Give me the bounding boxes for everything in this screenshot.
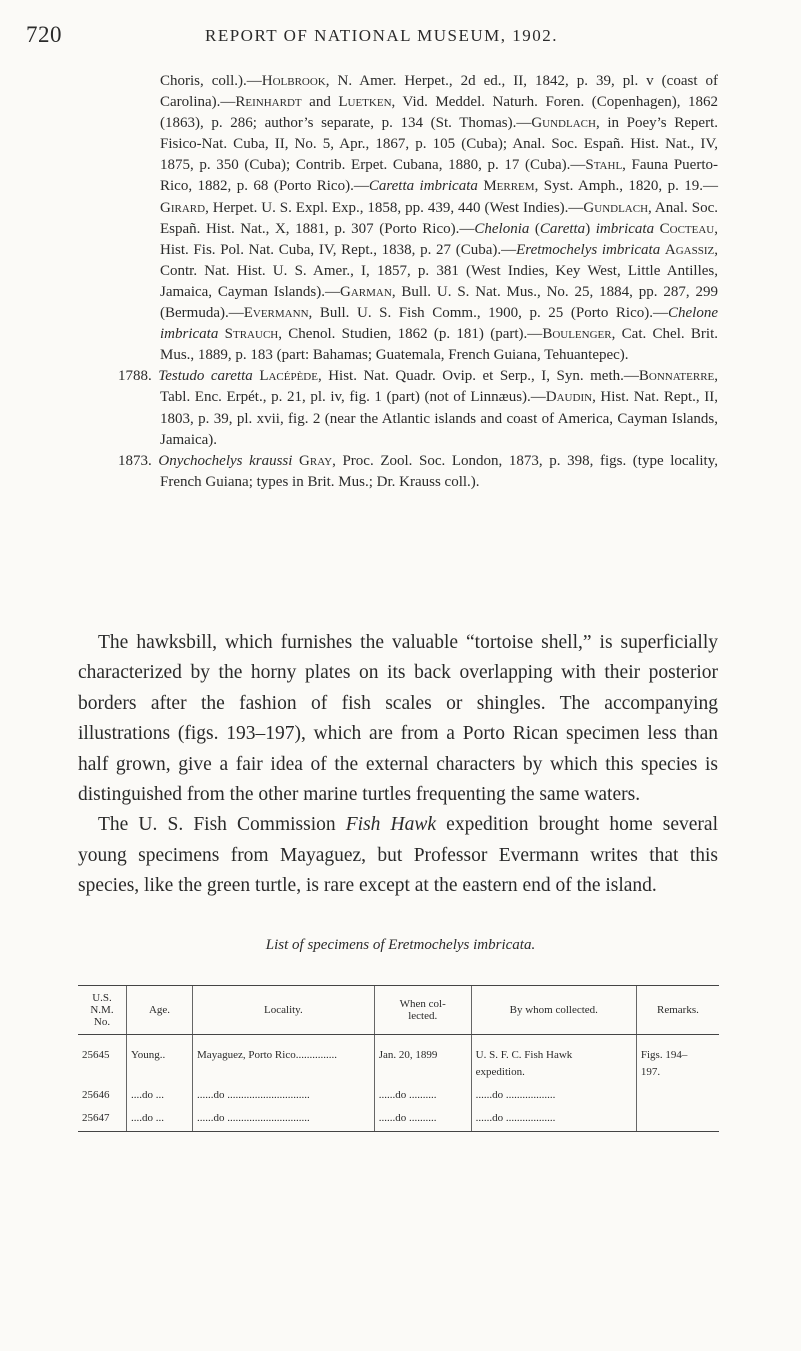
table-cell: ......do ..............................	[193, 1107, 375, 1132]
text-run: )	[585, 220, 596, 237]
italic-text: Fish Hawk	[345, 814, 437, 836]
text-run: , Herpet. U. S. Expl. Exp., 1858, pp. 439, 440 (West Indies).—	[205, 199, 584, 216]
table-cell: U. S. F. C. Fish Hawk expedition.	[471, 1035, 636, 1085]
author-name: Daudin	[545, 389, 593, 406]
author-name: Evermann	[243, 305, 309, 322]
text-run: , Contr. Nat. Hist. U. S. Amer., I, 1857, p. 381 (West Indies, Key West, Little Antilles, Jamaica, Cayman Islands).—	[160, 241, 718, 300]
author-name: Gray	[299, 452, 333, 469]
table-cell: ....do ...	[126, 1084, 192, 1107]
author-name: Strauch	[224, 326, 279, 343]
italic-text: Caretta	[539, 220, 586, 237]
text-run: , Syst. Amph., 1820, p. 19.—	[534, 178, 719, 195]
text-run: 1873.	[118, 452, 159, 469]
text-run: , Vid. Meddel. Naturh. Foren. (Copenhagen), 1862 (1863), p. 286; author’s separate, p. 134 (St. Thomas).—	[160, 94, 718, 132]
text-run: The U. S. Fish Commission	[98, 814, 346, 836]
running-head: REPORT OF NATIONAL MUSEUM, 1902.	[205, 26, 559, 45]
table-cell	[636, 1107, 719, 1132]
table-row	[78, 1084, 719, 1107]
table-cell: ......do ..................	[471, 1107, 636, 1132]
text-run: , Bull. U. S. Nat. Mus., No. 25, 1884, pp. 287, 299 (Bermuda).—	[160, 283, 718, 322]
column-header: Age.	[126, 986, 192, 1035]
column-header: By whom collected.	[471, 986, 636, 1035]
table-cell: 25645	[82, 1049, 110, 1061]
table-cell: Jan. 20, 1899	[374, 1035, 471, 1085]
author-name: Luetken	[338, 94, 392, 111]
author-name: Agassiz	[664, 241, 715, 258]
text-run: expedition brought home several young specimens from Mayaguez, but Professor Evermann writes that this species, like the green turtle, is rare except at the eastern end of the island.	[78, 814, 719, 897]
author-name: Reinhardt	[235, 94, 302, 111]
text-run: The hawksbill, which furnishes the valuable “tortoise shell,” is superficially characterized by the horny plates on its back overlapping with their posterior borders after the fashion of fish scales or shingles. The accompanying illustrations (figs. 193–197), which are from a Porto Rican specimen less than half grown, give a fair idea of the external characters by which this species is distinguished from the other marine turtles frequenting the same waters.	[78, 632, 718, 806]
column-header: When col- lected.	[374, 986, 471, 1035]
author-name: Stahl	[585, 157, 623, 174]
text-run: , Tabl. Enc. Erpét., p. 21, pl. iv, fig. 1 (part) (not of Linnæus).—	[160, 368, 719, 406]
list-caption: List of specimens of Eretmochelys imbricata.	[265, 937, 536, 953]
table-cell: ......do ..........	[374, 1107, 471, 1132]
text-run: , in Poey’s Repert. Fisico-Nat. Cuba, II, No. 5, Apr., 1867, p. 105 (Cuba); Anal. Soc. Españ. Hist. Nat., IV, 1875, p. 350 (Cuba); Contrib. Erpet. Cubana, 1880, p. 17 (Cuba).—	[160, 115, 719, 174]
italic-text: Testudo caretta	[158, 368, 253, 385]
author-name: Merrem	[483, 178, 535, 195]
text-run: , Anal. Soc. Españ. Hist. Nat., X, 1881, p. 307 (Porto Rico).—	[160, 199, 718, 237]
bibliography-entry	[160, 71, 718, 366]
table-cell: ......do ..........	[374, 1084, 471, 1107]
table-row	[78, 1107, 719, 1132]
text-run: 1788.	[118, 368, 159, 385]
text-run: , Hist. Fis. Pol. Nat. Cuba, IV, Rept., 1838, p. 27 (Cuba).—	[160, 220, 718, 258]
italic-text: Chelone imbricata	[160, 305, 718, 343]
author-name: Holbrook	[261, 73, 326, 89]
italic-text: Onychochelys kraussi	[158, 452, 293, 469]
body-paragraph	[78, 628, 718, 810]
table-row	[78, 1035, 719, 1085]
italic-text: Caretta imbricata	[368, 178, 478, 195]
column-header: Locality.	[193, 986, 375, 1035]
author-name: Cocteau	[659, 220, 715, 237]
table-cell: ......do ..............................	[193, 1084, 375, 1107]
italic-text: Eretmochelys imbricata	[516, 241, 661, 258]
text-run: , Hist. Nat. Rept., II, 1803, p. 39, pl. xvii, fig. 2 (near the Atlantic islands and coast of America, Cayman Islands, Jamaica).	[160, 389, 719, 448]
table-cell: ......do ..................	[471, 1084, 636, 1107]
text-run: , N. Amer. Herpet., 2d ed., II, 1842, p. 39, pl. v (coast of Carolina).—	[160, 73, 718, 111]
text-run: Choris, coll.).—	[160, 73, 262, 89]
text-run: , Fauna Puerto-Rico, 1882, p. 68 (Porto Rico).—	[160, 157, 718, 195]
text-run: , Bull. U. S. Fish Comm., 1900, p. 25 (Porto Rico).—	[308, 305, 668, 322]
italic-text: Chelonia	[474, 220, 530, 237]
text-run: , Cat. Chel. Brit. Mus., 1889, p. 183 (part: Bahamas; Guatemala, French Guiana, Tehuantepec).	[160, 326, 719, 364]
table-body	[78, 1035, 719, 1132]
page-number: 720	[26, 22, 62, 47]
column-header: U.S. N.M. No.	[78, 986, 126, 1035]
table-cell: 25646	[82, 1089, 110, 1101]
author-name: Gundlach	[531, 115, 596, 132]
text-run: , Hist. Nat. Quadr. Ovip. et Serp., I, Syn. meth.—	[317, 368, 639, 385]
author-name: Gundlach	[583, 199, 649, 216]
specimen-table	[78, 985, 719, 1132]
column-header: Remarks.	[636, 986, 719, 1035]
table-cell	[636, 1084, 719, 1107]
table-cell: Figs. 194– 197.	[636, 1035, 719, 1085]
table-header-row	[78, 986, 719, 1035]
text-run: (	[529, 220, 540, 237]
text-run: , Chenol. Studien, 1862 (p. 181) (part).—	[278, 326, 543, 343]
author-name: Garman	[340, 283, 392, 300]
table-cell: ....do ...	[126, 1107, 192, 1132]
text-run: and	[301, 94, 339, 111]
author-name: Boulenger	[542, 326, 612, 343]
synonymy-section	[118, 71, 718, 493]
table-cell: Young..	[126, 1035, 192, 1085]
author-name: Girard	[160, 199, 206, 216]
table-cell: 25647	[78, 1107, 126, 1132]
italic-text: imbricata	[595, 220, 655, 237]
text-run: , Proc. Zool. Soc. London, 1873, p. 398, figs. (type locality, French Guiana; types in Brit. Mus.; Dr. Krauss coll.).	[160, 452, 718, 490]
bibliography-entry	[118, 366, 719, 450]
table-cell: Mayaguez, Porto Rico...............	[193, 1035, 375, 1085]
bibliography-entry	[118, 451, 718, 493]
body-text	[78, 628, 718, 902]
author-name: Bonnaterre	[638, 368, 715, 385]
author-name: Lacépède	[259, 368, 318, 385]
body-paragraph	[78, 810, 718, 901]
